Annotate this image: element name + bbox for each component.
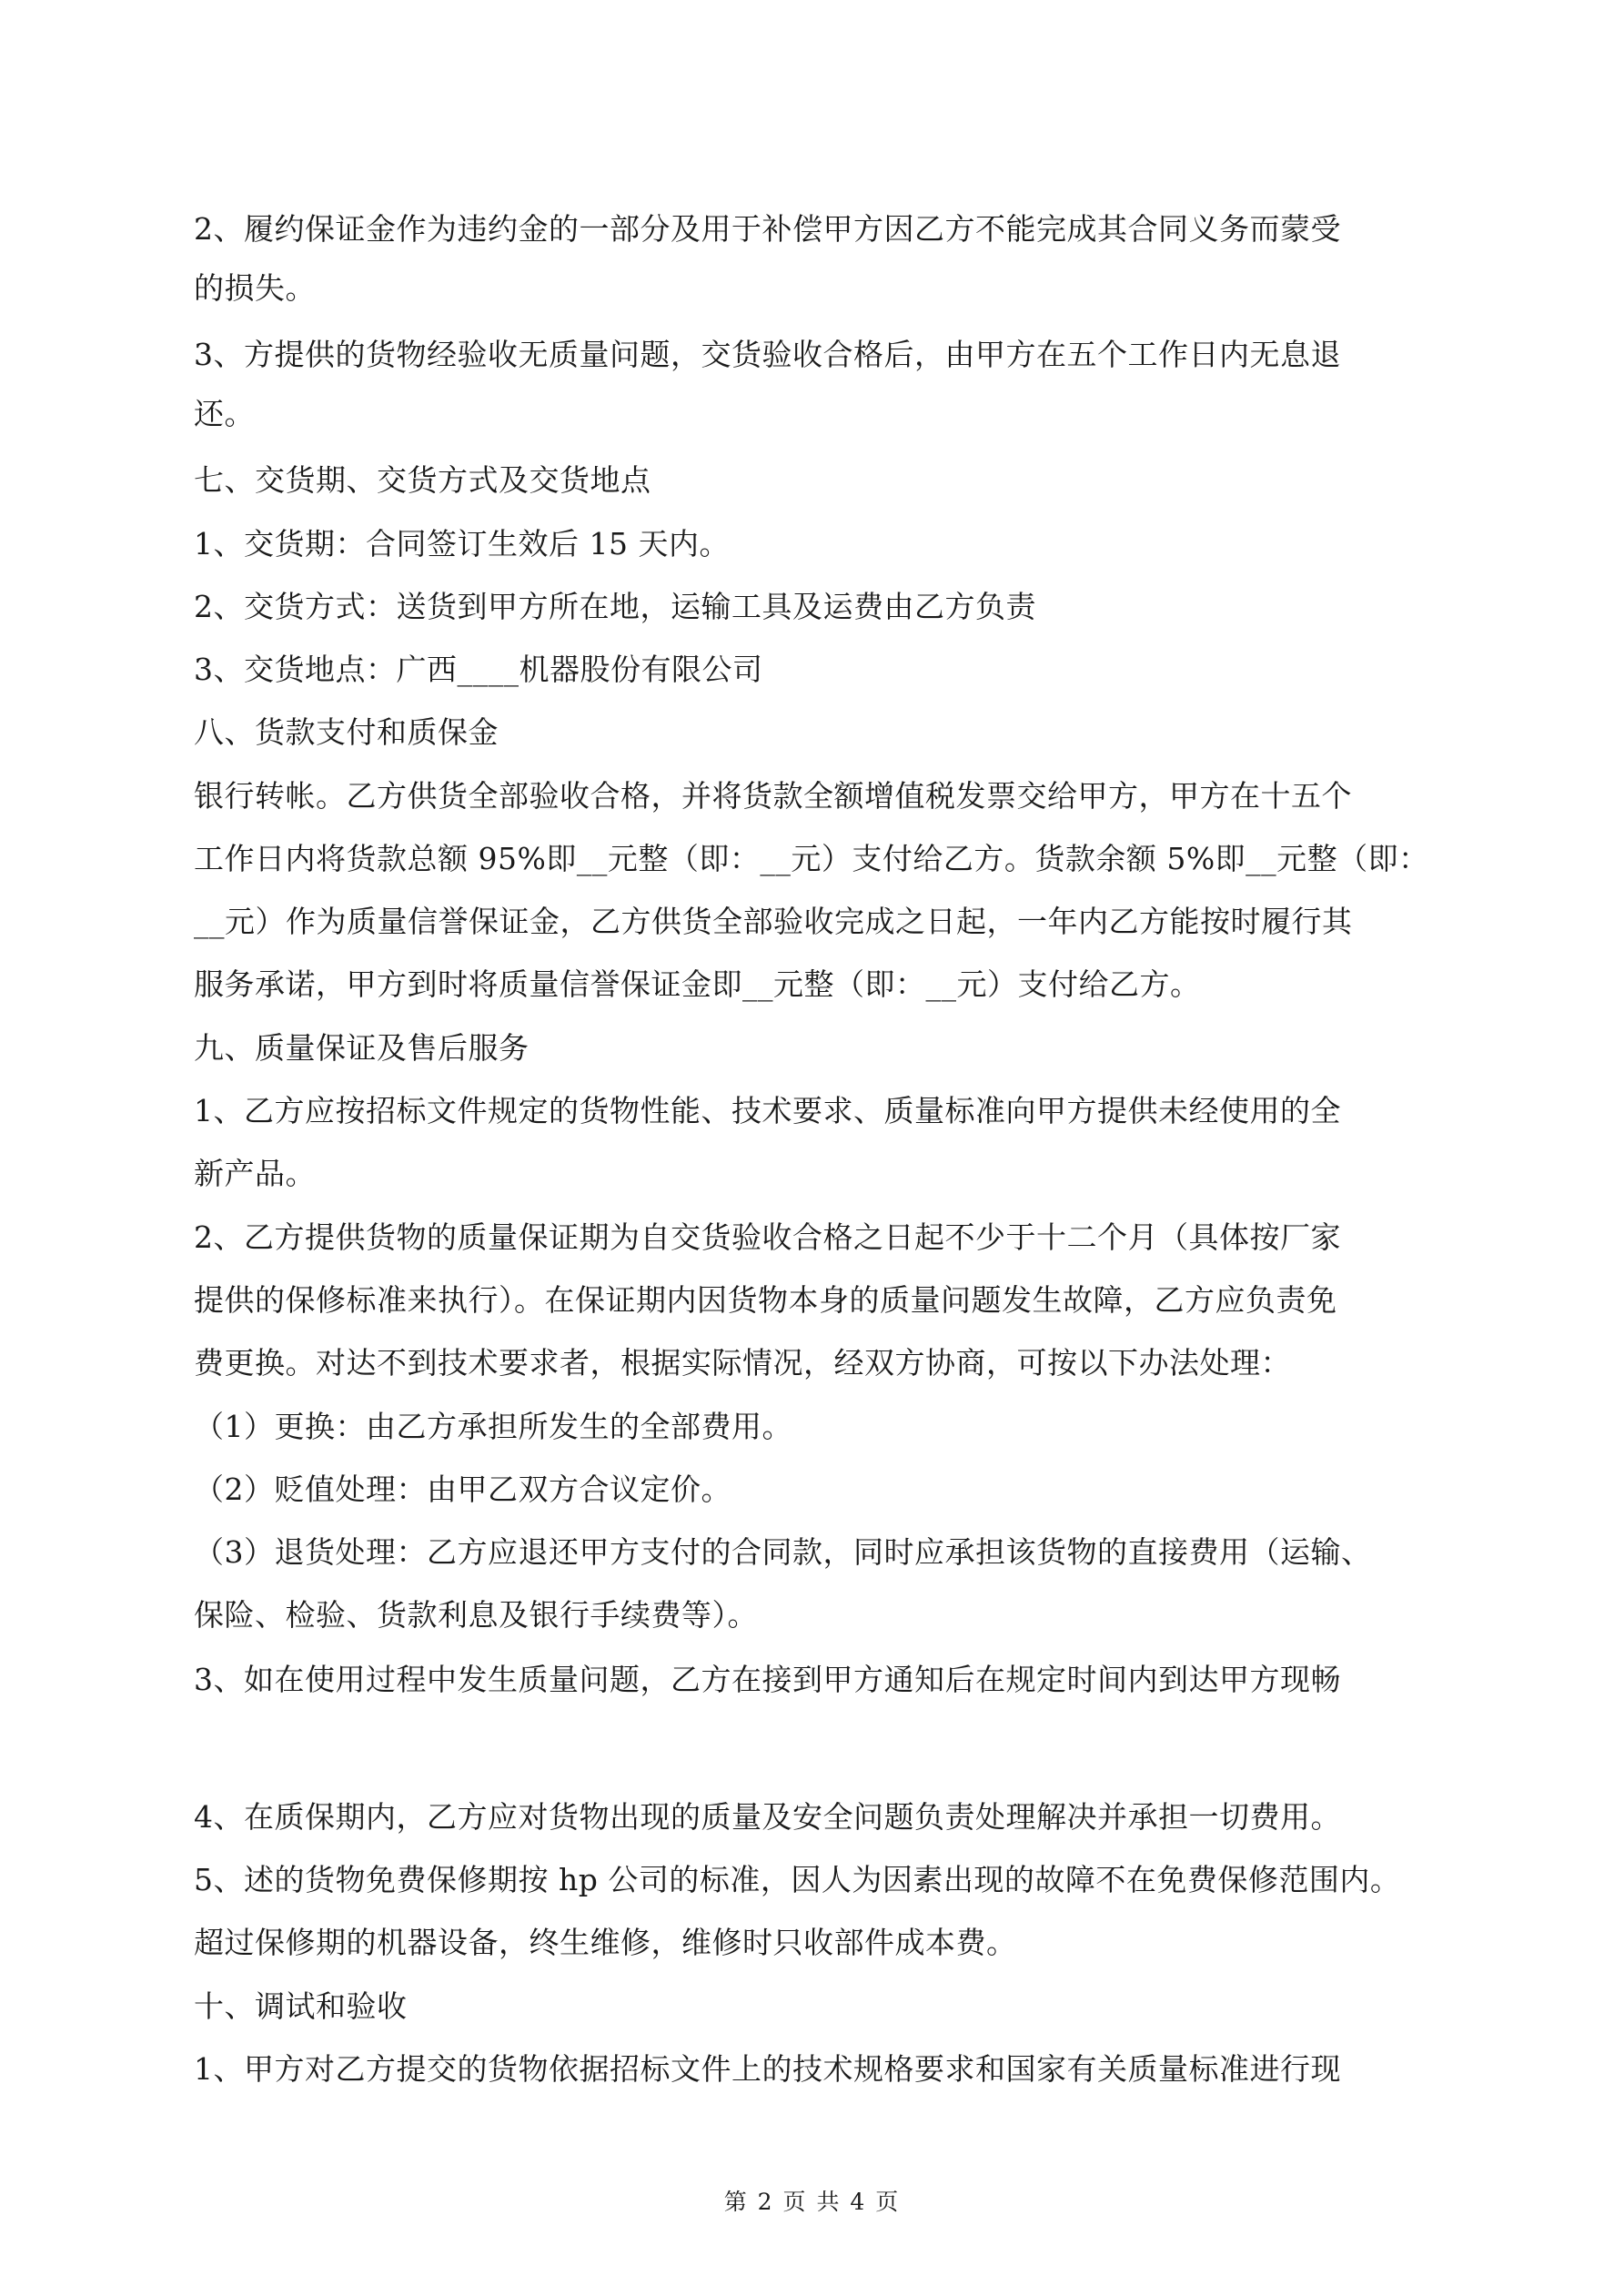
text-line: 服务承诺，甲方到时将质量信誉保证金即__元整（即：__元）支付给乙方。 (194, 966, 1201, 1002)
text-line: 费更换。对达不到技术要求者，根据实际情况，经双方协商，可按以下办法处理： (194, 1345, 1291, 1381)
section-heading: 八、货款支付和质保金 (194, 714, 499, 750)
text-line: 新产品。 (194, 1156, 316, 1191)
text-line: 2、交货方式：送货到甲方所在地，运输工具及运费由乙方负责 (194, 589, 1036, 624)
section-heading: 九、质量保证及售后服务 (194, 1030, 530, 1066)
text-line: 2、履约保证金作为违约金的一部分及用于补偿甲方因乙方不能完成其合同义务而蒙受 (194, 211, 1341, 247)
text-line: 提供的保修标准来执行）。在保证期内因货物本身的质量问题发生故障，乙方应负责免 (194, 1282, 1337, 1318)
text-line: 超过保修期的机器设备，终生维修，维修时只收部件成本费。 (194, 1925, 1017, 1960)
page-number-footer: 第 2 页 共 4 页 (723, 2189, 901, 2215)
text-line: 3、方提供的货物经验收无质量问题，交货验收合格后，由甲方在五个工作日内无息退 (194, 337, 1341, 372)
section-heading: 十、调试和验收 (194, 1988, 408, 2024)
text-line: 2、乙方提供货物的质量保证期为自交货验收合格之日起不少于十二个月（具体按厂家 (194, 1219, 1341, 1255)
text-line: 保险、检验、货款利息及银行手续费等）。 (194, 1597, 758, 1633)
text-line: （2）贬值处理：由甲乙双方合议定价。 (194, 1472, 731, 1507)
text-line: 1、甲方对乙方提交的货物依据招标文件上的技术规格要求和国家有关质量标准进行现 (194, 2051, 1341, 2087)
text-line: 3、交货地点：广西____机器股份有限公司 (194, 652, 763, 687)
text-line: 1、交货期：合同签订生效后 15 天内。 (194, 526, 730, 561)
text-line: 工作日内将货款总额 95%即__元整（即：__元）支付给乙方。货款余额 5%即__元整（即： (194, 841, 1429, 876)
text-line: 还。 (194, 396, 255, 431)
text-line: 1、乙方应按招标文件规定的货物性能、技术要求、质量标准向甲方提供未经使用的全 (194, 1093, 1341, 1128)
text-line: 的损失。 (194, 270, 316, 306)
text-line: 4、在质保期内，乙方应对货物出现的质量及安全问题负责处理解决并承担一切费用。 (194, 1799, 1341, 1835)
text-line: （3）退货处理：乙方应退还甲方支付的合同款，同时应承担该货物的直接费用（运输、 (194, 1534, 1372, 1570)
text-line: __元）作为质量信誉保证金，乙方供货全部验收完成之日起，一年内乙方能按时履行其 (194, 904, 1353, 939)
section-heading: 七、交货期、交货方式及交货地点 (194, 462, 651, 498)
text-line: 5、述的货物免费保修期按 hp 公司的标准，因人为因素出现的故障不在免费保修范围内。 (194, 1862, 1401, 1897)
text-line: 3、如在使用过程中发生质量问题，乙方在接到甲方通知后在规定时间内到达甲方现畅 (194, 1662, 1341, 1697)
text-line: （1）更换：由乙方承担所发生的全部费用。 (194, 1409, 792, 1444)
text-line: 银行转帐。乙方供货全部验收合格，并将货款全额增值税发票交给甲方，甲方在十五个 (194, 778, 1352, 814)
